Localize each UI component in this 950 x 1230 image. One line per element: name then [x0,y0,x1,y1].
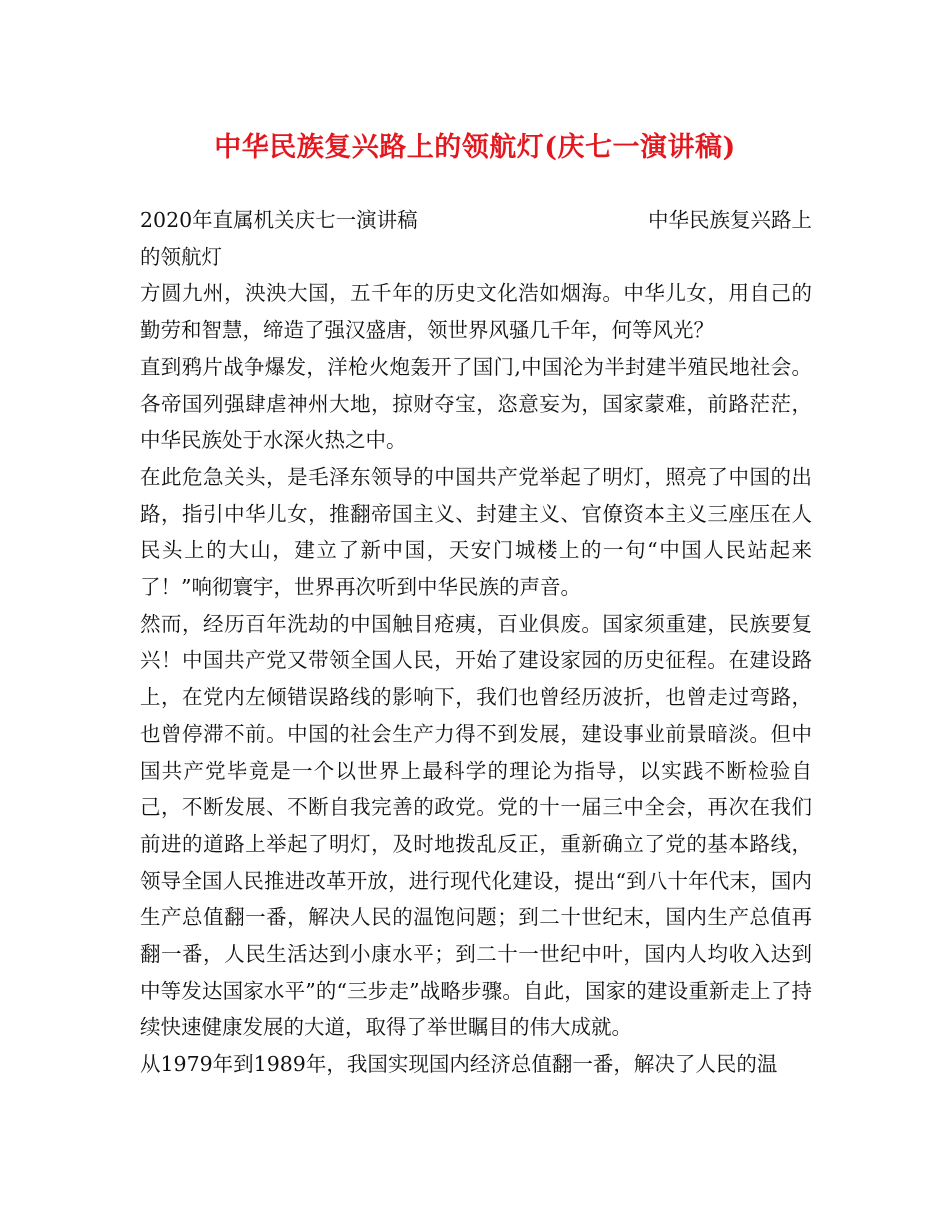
subheading-left: 2020年直属机关庆七一演讲稿 [140,208,418,232]
paragraph: 在此危急关头，是毛泽东领导的中国共产党举起了明灯，照亮了中国的出路，指引中华儿女，推翻帝国主义、封建主义、官僚资本主义三座压在人民头上的大山，建立了新中国，天安门城楼上的一句“中国人民站起来了！”响彻寰宇，世界再次听到中华民族的声音。 [140,464,812,600]
paragraph: 直到鸦片战争爆发，洋枪火炮轰开了国门,中国沦为半封建半殖民地社会。各帝国列强肆虐神州大地，掠财夺宝，恣意妄为，国家蒙难，前路茫茫，中华民族处于水深火热之中。 [140,354,812,453]
paragraph: 然而，经历百年洗劫的中国触目疮痍，百业俱废。国家须重建，民族要复兴！中国共产党又带领全国人民，开始了建设家园的历史征程。在建设路上，在党内左倾错误路线的影响下，我们也曾经历波折，也曾走过弯路，也曾停滞不前。中国的社会生产力得不到发展，建设事业前景暗淡。但中国共产党毕竟是一个以世界上最科学的理论为指导，以实践不断检验自己，不断发展、不断自我完善的政党。党的十一届三中全会，再次在我们前进的道路上举起了明灯，及时地拨乱反正，重新确立了党的基本路线，领导全国人民推进改革开放，进行现代化建设，提出“到八十年代末，国内生产总值翻一番，解决人民的温饱问题；到二十世纪末，国内生产总值再翻一番，人民生活达到小康水平；到二十一世纪中叶，国内人均收入达到中等发达国家水平”的“三步走”战略步骤。自此，国家的建设重新走上了持续快速健康发展的大道，取得了举世瞩目的伟大成就。 [140,611,812,1040]
document-title: 中华民族复兴路上的领航灯(庆七一演讲稿) [214,132,736,163]
subheading-right: 中华民族复兴路上 [648,208,812,232]
paragraph: 从1979年到1989年，我国实现国内经济总值翻一番，解决了人民的温 [140,1052,778,1077]
paragraph: 方圆九州，泱泱大国，五千年的历史文化浩如烟海。中华儿女，用自己的勤劳和智慧，缔造了强汉盛唐，领世界风骚几千年，何等风光？ [140,281,812,343]
subheading-line [140,202,812,239]
document-body [140,202,812,1083]
subheading-continuation: 的领航灯 [140,244,222,269]
